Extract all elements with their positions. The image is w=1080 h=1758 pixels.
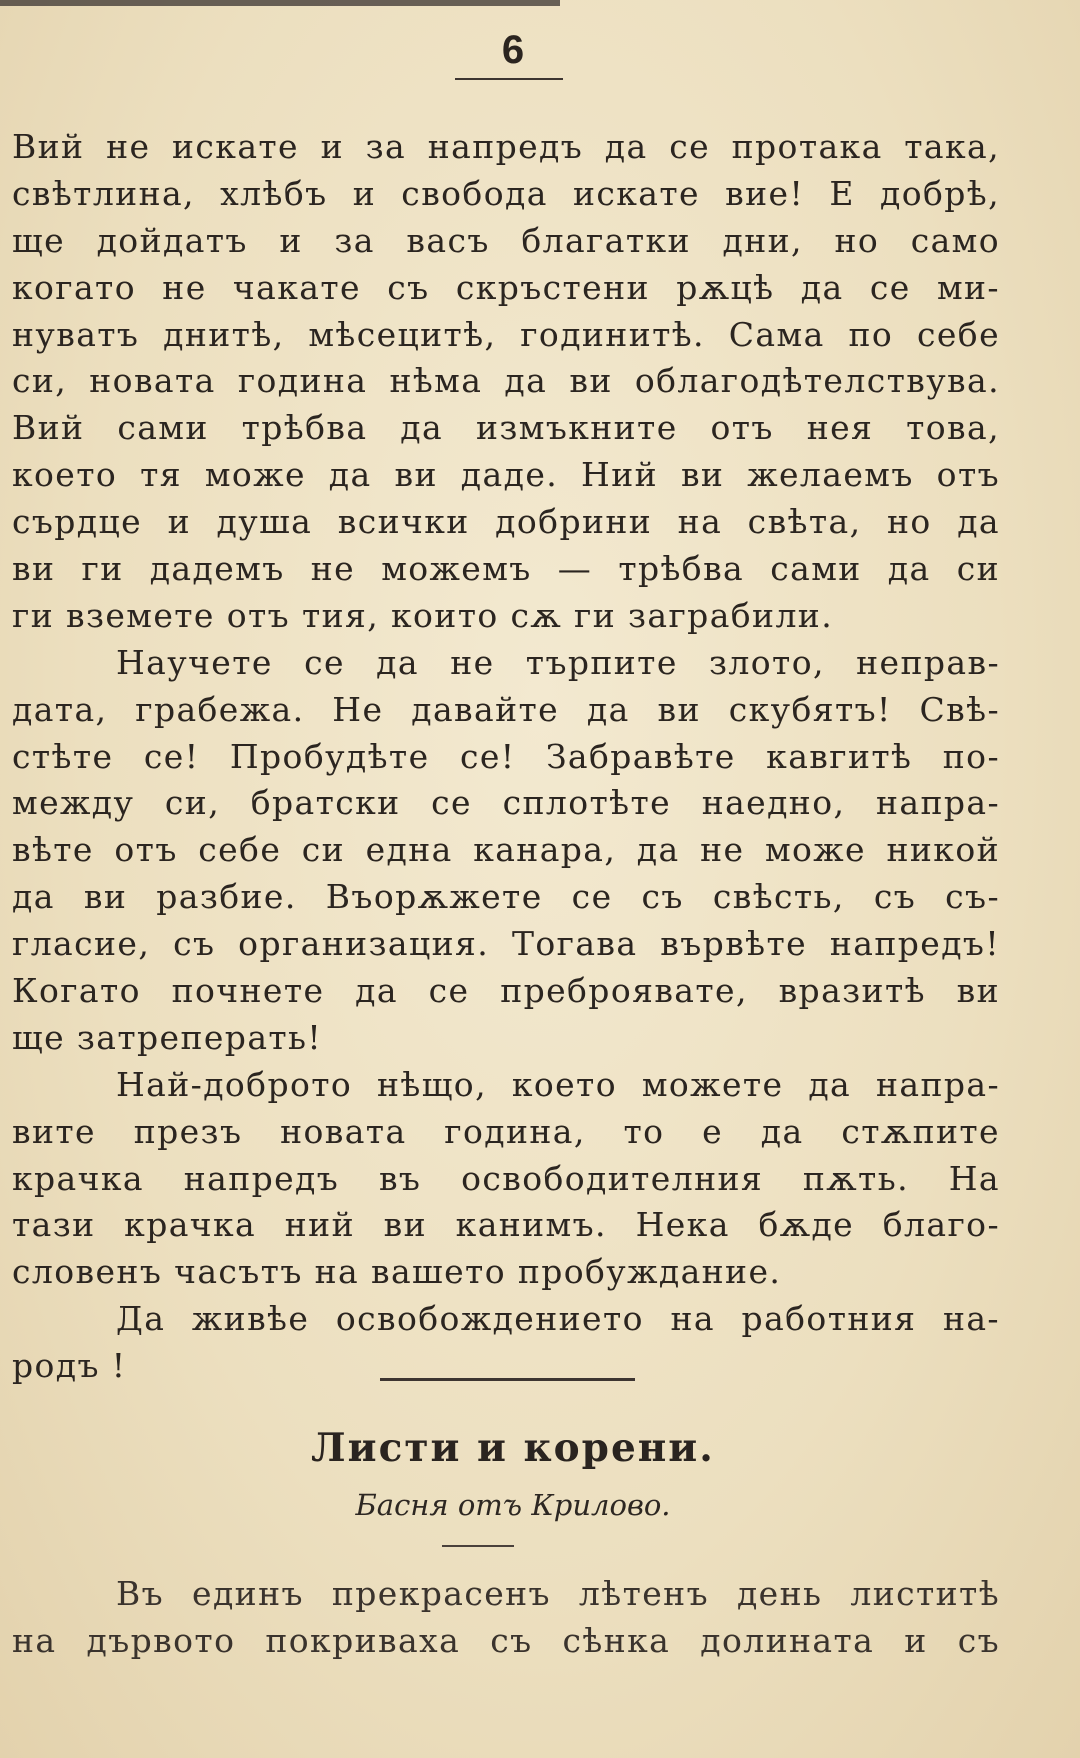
text-line: Вий сами трѣбва да измъкните отъ нея това, [12, 408, 1000, 448]
section-divider [380, 1378, 635, 1381]
text-line: когато не чакате съ скръстени рѫцѣ да се ми- [12, 267, 1000, 307]
page-number-rule [455, 78, 563, 80]
text-line: вите презъ новата година, то е да стѫпите [12, 1111, 1000, 1151]
text-line: Вий не искате и за напредъ да се протака така, [12, 127, 1000, 166]
text-line: Най-доброто нѣщо, което можете да напра- [116, 1064, 1000, 1104]
text-line: между си, братски се сплотѣте наедно, напра- [12, 783, 1000, 823]
text-line: дата, грабежа. Не давайте да ви скубятъ! Свѣ- [12, 689, 1000, 729]
text-line: словенъ часътъ на вашето пробуждание. [12, 1252, 782, 1292]
text-line: да ви разбие. Въорѫжете се съ свѣсть, съ съ- [12, 877, 1000, 917]
text-line: крачка напредъ въ освободителния пѫть. На [12, 1158, 1000, 1198]
text-line: нуватъ днитѣ, мѣсецитѣ, годинитѣ. Сама по себе [12, 314, 1000, 354]
text-line: гласие, съ организация. Тогава вървѣте напредъ! [12, 924, 1000, 964]
section-title: Листи и корени. [311, 1425, 715, 1471]
text-line: Когато почнете да се преброявате, вразитѣ ви [12, 971, 1000, 1011]
text-line: вѣте отъ себе си една канара, да не може никой [12, 830, 1000, 870]
text-line: Да живѣе освобождението на работния на- [116, 1299, 1000, 1339]
text-line: ви ги дадемъ не можемъ — трѣбва сами да си [12, 549, 1000, 589]
text-line: сърдце и душа всички добрини на свѣта, но да [12, 502, 1000, 542]
section-subtitle: Басня отъ Крилово. [355, 1488, 671, 1522]
text-line: Научете се да не търпите злото, неправ- [116, 642, 1000, 682]
page-number: 6 [501, 28, 525, 72]
text-line: тази крачка ний ви канимъ. Нека бѫде благо- [12, 1205, 1000, 1245]
text-line: родъ ! [12, 1346, 127, 1386]
subtitle-rule [442, 1545, 514, 1547]
article-body [12, 124, 1000, 1390]
text-line: ги вземете отъ тия, които сѫ ги заграбили. [12, 595, 834, 635]
fable-line: на дървото покриваха съ сѣнка долината и съ [12, 1620, 1000, 1660]
text-line: ще дойдатъ и за васъ благатки дни, но само [12, 220, 1000, 260]
text-line: стѣте се! Пробудѣте се! Забравѣте кавгитѣ по- [12, 736, 1000, 776]
text-line: си, новата година нѣма да ви облагодѣтелствува. [12, 361, 1000, 401]
fable-body [12, 1571, 1000, 1665]
text-line: ще затреперать! [12, 1017, 323, 1057]
text-line: което тя може да ви даде. Ний ви желаемъ отъ [12, 455, 1000, 495]
text-line: свѣтлина, хлѣбъ и свобода искате вие! Е добрѣ, [12, 173, 1000, 213]
page-top-edge [0, 0, 560, 6]
fable-line: Въ единъ прекрасенъ лѣтенъ день листитѣ [116, 1574, 1000, 1613]
